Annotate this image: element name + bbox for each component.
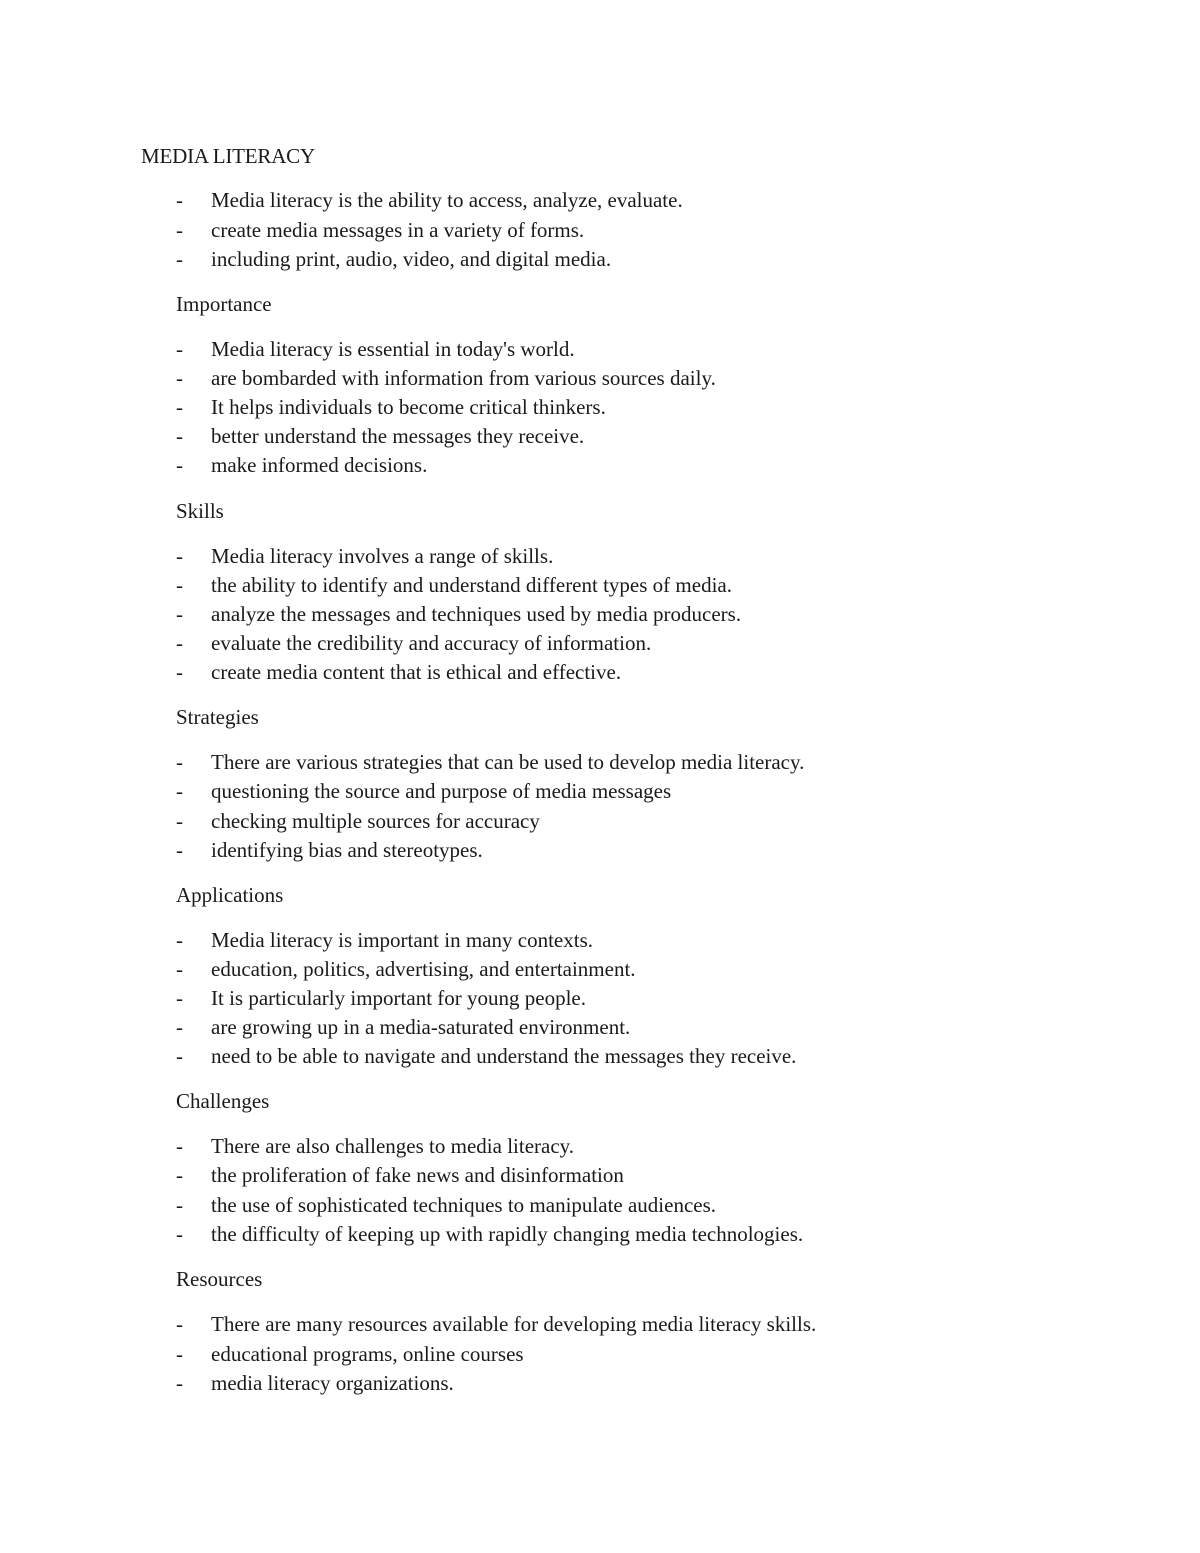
bullet-dash: - (176, 544, 183, 568)
list-item (0, 1191, 1200, 1221)
bullet-dash: - (176, 366, 183, 390)
section-heading: Strategies (176, 705, 259, 729)
list-item (0, 422, 1200, 452)
bullet-dash: - (176, 750, 183, 774)
bullet-text: Media literacy involves a range of skills. (211, 544, 554, 568)
list-item (0, 451, 1200, 481)
bullet-dash: - (176, 809, 183, 833)
bullet-text: questioning the source and purpose of media messages (211, 779, 672, 803)
bullet-text: better understand the messages they receive. (211, 424, 585, 448)
list-item (0, 1013, 1200, 1043)
section-heading: Skills (176, 499, 224, 523)
bullet-text: There are also challenges to media literacy. (211, 1134, 575, 1158)
bullet-text: Media literacy is the ability to access, analyze, evaluate. (211, 188, 683, 212)
bullet-text: Media literacy is important in many contexts. (211, 928, 593, 952)
bullet-text: Media literacy is essential in today's world. (211, 337, 575, 361)
bullet-text: create media messages in a variety of forms. (211, 218, 585, 242)
bullet-dash: - (176, 1312, 183, 1336)
list-item (0, 1369, 1200, 1399)
bullet-dash: - (176, 337, 183, 361)
bullet-text: There are many resources available for developing media literacy skills. (211, 1312, 817, 1336)
bullet-text: checking multiple sources for accuracy (211, 809, 540, 833)
bullet-text: are bombarded with information from various sources daily. (211, 366, 716, 390)
bullet-text: It helps individuals to become critical thinkers. (211, 395, 606, 419)
bullet-text: are growing up in a media-saturated environment. (211, 1015, 631, 1039)
list-item (0, 777, 1200, 807)
list-item (0, 364, 1200, 394)
bullet-text: evaluate the credibility and accuracy of information. (211, 631, 652, 655)
list-item (0, 1161, 1200, 1191)
list-item (0, 629, 1200, 659)
list-item (0, 1340, 1200, 1370)
list-item (0, 216, 1200, 246)
bullet-text: education, politics, advertising, and entertainment. (211, 957, 636, 981)
list-item (0, 335, 1200, 365)
list-item (0, 658, 1200, 688)
list-item (0, 1042, 1200, 1072)
bullet-dash: - (176, 928, 183, 952)
bullet-dash: - (176, 1371, 183, 1395)
list-item (0, 186, 1200, 216)
document-title: MEDIA LITERACY (141, 144, 315, 168)
bullet-dash: - (176, 1134, 183, 1158)
bullet-dash: - (176, 247, 183, 271)
bullet-dash: - (176, 779, 183, 803)
bullet-dash: - (176, 395, 183, 419)
bullet-text: make informed decisions. (211, 453, 428, 477)
bullet-text: the difficulty of keeping up with rapidly changing media technologies. (211, 1222, 804, 1246)
bullet-text: There are various strategies that can be used to develop media literacy. (211, 750, 805, 774)
bullet-dash: - (176, 660, 183, 684)
bullet-text: the proliferation of fake news and disinformation (211, 1163, 624, 1187)
section-heading: Resources (176, 1267, 263, 1291)
list-item (0, 393, 1200, 423)
list-item (0, 984, 1200, 1014)
bullet-dash: - (176, 1163, 183, 1187)
bullet-dash: - (176, 1193, 183, 1217)
list-item (0, 807, 1200, 837)
list-item (0, 1310, 1200, 1340)
section-heading: Challenges (176, 1089, 270, 1113)
bullet-text: the ability to identify and understand different types of media. (211, 573, 732, 597)
bullet-dash: - (176, 1044, 183, 1068)
bullet-dash: - (176, 424, 183, 448)
bullet-text: It is particularly important for young people. (211, 986, 586, 1010)
bullet-text: create media content that is ethical and effective. (211, 660, 622, 684)
bullet-text: identifying bias and stereotypes. (211, 838, 483, 862)
bullet-dash: - (176, 218, 183, 242)
bullet-text: educational programs, online courses (211, 1342, 524, 1366)
list-item (0, 955, 1200, 985)
bullet-dash: - (176, 1222, 183, 1246)
bullet-dash: - (176, 573, 183, 597)
bullet-text: media literacy organizations. (211, 1371, 454, 1395)
bullet-dash: - (176, 602, 183, 626)
list-item (0, 600, 1200, 630)
list-item (0, 571, 1200, 601)
list-item (0, 542, 1200, 572)
list-item (0, 1220, 1200, 1250)
list-item (0, 926, 1200, 956)
list-item (0, 245, 1200, 275)
bullet-dash: - (176, 986, 183, 1010)
section-heading: Applications (176, 883, 284, 907)
list-item (0, 836, 1200, 866)
bullet-text: need to be able to navigate and understand the messages they receive. (211, 1044, 797, 1068)
bullet-dash: - (176, 1015, 183, 1039)
bullet-text: analyze the messages and techniques used by media producers. (211, 602, 742, 626)
section-heading: Importance (176, 292, 272, 316)
bullet-text: including print, audio, video, and digital media. (211, 247, 612, 271)
bullet-dash: - (176, 188, 183, 212)
bullet-dash: - (176, 957, 183, 981)
bullet-text: the use of sophisticated techniques to manipulate audiences. (211, 1193, 717, 1217)
bullet-dash: - (176, 838, 183, 862)
bullet-dash: - (176, 631, 183, 655)
bullet-dash: - (176, 1342, 183, 1366)
list-item (0, 1132, 1200, 1162)
list-item (0, 748, 1200, 778)
bullet-dash: - (176, 453, 183, 477)
